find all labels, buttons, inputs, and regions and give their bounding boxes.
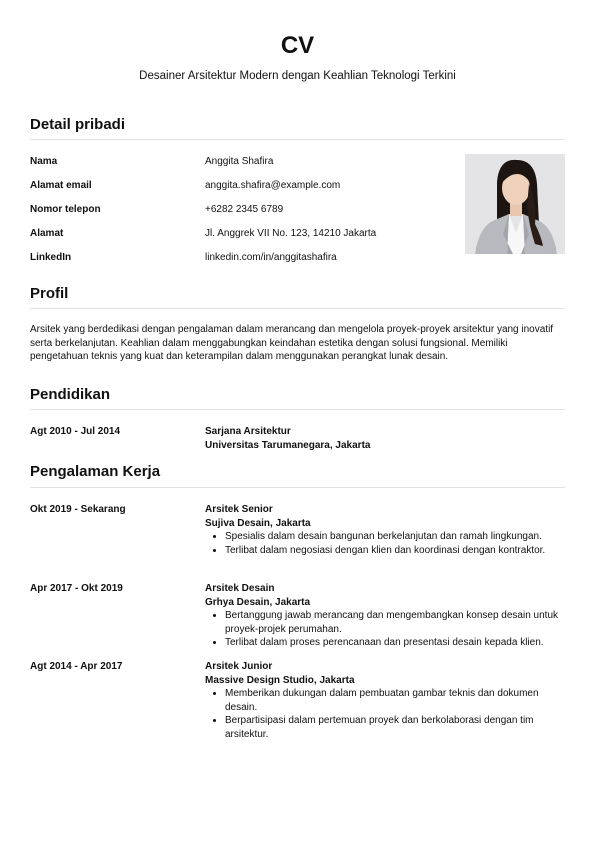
experience-bullet: • Terlibat dalam proses perencanaan dan presentasi desain kepada klien. (225, 636, 565, 650)
section-divider (30, 409, 565, 410)
experience-entry (205, 503, 565, 557)
label-phone: Nomor telepon (30, 204, 101, 215)
experience-role: Arsitek Junior (205, 661, 273, 672)
section-heading-profile: Profil (30, 285, 69, 302)
label-linkedin: LinkedIn (30, 252, 72, 263)
section-divider (30, 487, 565, 488)
experience-date: Apr 2017 - Okt 2019 (30, 583, 123, 594)
section-heading-experience: Pengalaman Kerja (30, 463, 161, 480)
experience-bullet: • Bertanggung jawab merancang dan mengembangkan konsep desain untuk proyek-projek perumahan. (225, 609, 565, 636)
experience-company: Massive Design Studio, Jakarta (205, 674, 355, 686)
profile-text: Arsitek yang berdedikasi dengan pengalaman dalam merancang dan mengelola proyek-proyek arsitektur yang inovatif serta berkelanjutan. Keahlian dalam menggabungkan keindahan estetika dengan solusi fungsional. Memiliki pengetahuan teknis yang kuat dan keterampilan dalam menggunakan perangkat lunak desain. (30, 324, 554, 363)
section-divider (30, 308, 565, 309)
document-subtitle: Desainer Arsitektur Modern dengan Keahlian Teknologi Terkini (139, 70, 456, 82)
experience-bullet: • Terlibat dalam negosiasi dengan klien dan koordinasi dengan kontraktor. (225, 544, 565, 558)
value-phone: +6282 2345 6789 (205, 204, 284, 215)
section-divider (30, 139, 565, 140)
label-email: Alamat email (30, 180, 92, 191)
experience-bullets (205, 609, 565, 650)
experience-company: Sujiva Desain, Jakarta (205, 517, 311, 529)
value-address: Jl. Anggrek VII No. 123, 14210 Jakarta (205, 228, 377, 239)
value-email: anggita.shafira@example.com (205, 180, 341, 191)
experience-bullet: • Spesialis dalam desain bangunan berkelanjutan dan ramah lingkungan. (225, 530, 565, 544)
education-entry (205, 425, 565, 452)
experience-role: Arsitek Desain (205, 583, 275, 594)
education-date: Agt 2010 - Jul 2014 (30, 426, 121, 437)
experience-date: Agt 2014 - Apr 2017 (30, 661, 123, 672)
experience-role: Arsitek Senior (205, 504, 273, 515)
section-heading-education: Pendidikan (30, 386, 111, 403)
document-title: CV (280, 32, 315, 59)
experience-bullets (205, 687, 565, 741)
experience-company: Grhya Desain, Jakarta (205, 596, 311, 608)
profile-photo (465, 154, 565, 254)
value-linkedin: linkedin.com/in/anggitashafira (205, 252, 337, 263)
experience-entry (205, 582, 565, 650)
experience-date: Okt 2019 - Sekarang (30, 504, 126, 515)
experience-entry (205, 660, 565, 742)
education-school: Universitas Tarumanegara, Jakarta (205, 439, 371, 451)
experience-bullet: • Memberikan dukungan dalam pembuatan gambar teknis dan dokumen desain. (225, 687, 565, 714)
value-name: Anggita Shafira (205, 156, 274, 167)
label-address: Alamat (30, 228, 64, 239)
experience-bullets (205, 530, 565, 557)
section-heading-personal: Detail pribadi (30, 116, 126, 133)
education-degree: Sarjana Arsitektur (205, 426, 291, 437)
label-name: Nama (30, 156, 58, 167)
experience-bullet: • Berpartisipasi dalam pertemuan proyek dan berkolaborasi dengan tim arsitektur. (225, 714, 565, 741)
